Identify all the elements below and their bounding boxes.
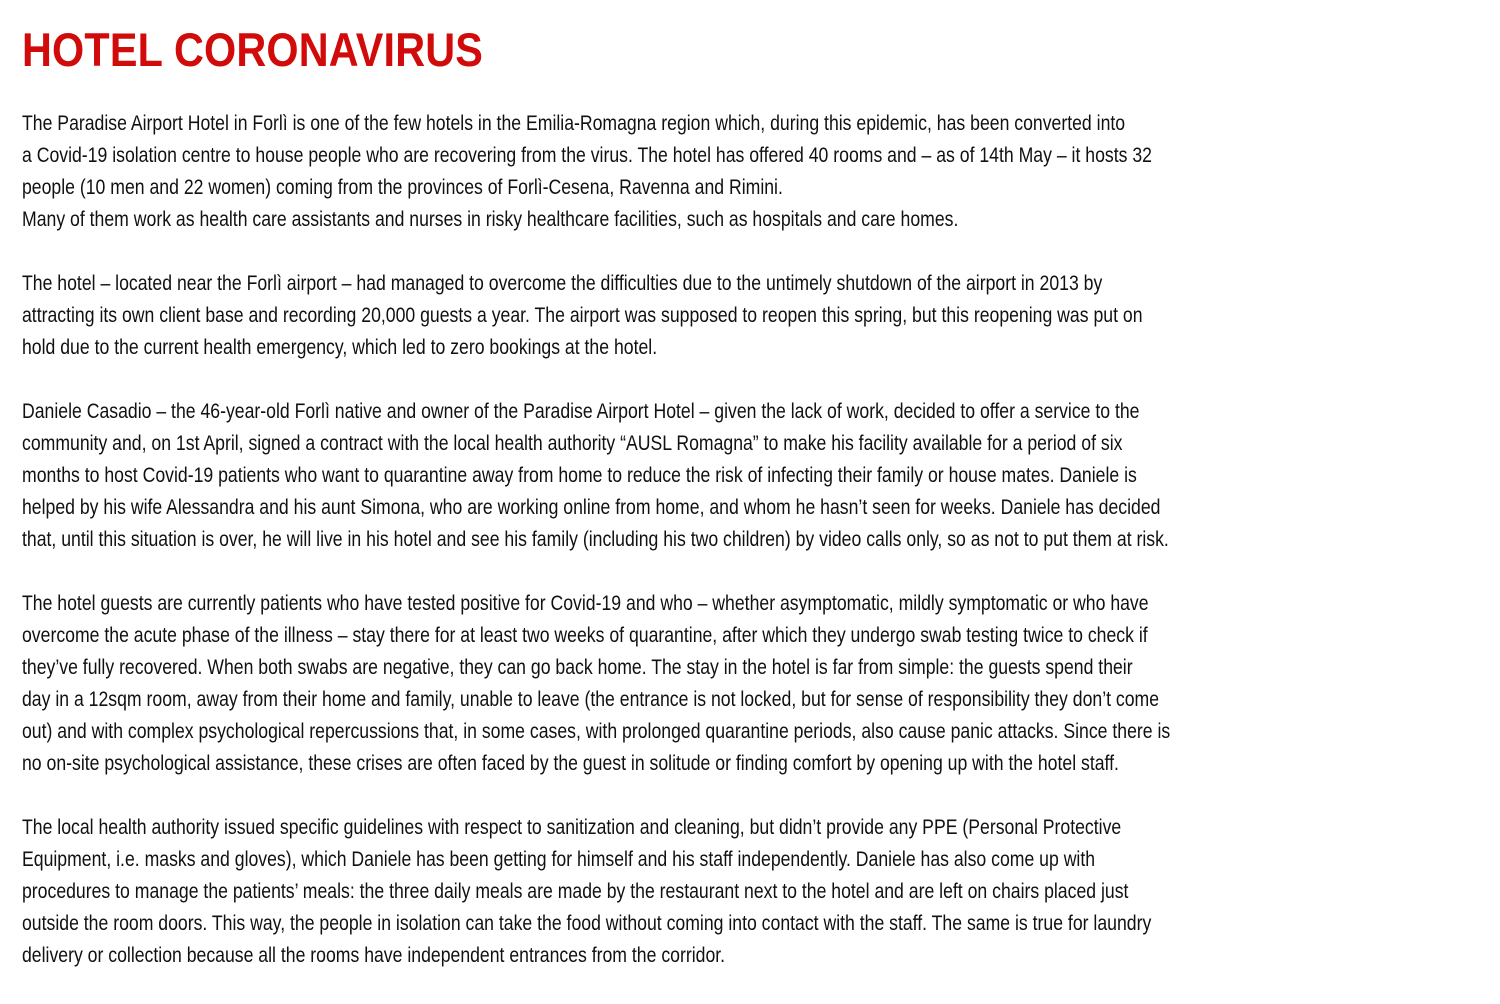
text-line: helped by his wife Alessandra and his aunt Simona, who are working online from home, and whom he hasn’t seen for weeks. Daniele has decided [22,496,1161,519]
article-body [22,108,1492,972]
text-line: day in a 12sqm room, away from their home and family, unable to leave (the entrance is not locked, but for sense of responsibility they don’t come [22,688,1160,711]
text-line: overcome the acute phase of the illness – stay there for at least two weeks of quarantine, after which they undergo swab testing twice to check if [22,624,1148,647]
text-line: The local health authority issued specific guidelines with respect to sanitization and cleaning, but didn’t provide any PPE (Personal Protective [22,816,1122,839]
text-line: a Covid-19 isolation centre to house people who are recovering from the virus. The hotel has offered 40 rooms and – as of 14th May – it hosts 32 [22,144,1152,167]
text-line: The hotel guests are currently patients who have tested positive for Covid-19 and who – whether asymptomatic, mildly symptomatic or who have [22,592,1149,615]
text-line: months to host Covid-19 patients who want to quarantine away from home to reduce the risk of infecting their family or house mates. Daniele is [22,464,1137,487]
text-line: people (10 men and 22 women) coming from the provinces of Forlì-Cesena, Ravenna and Rimini. [22,176,783,199]
text-line: no on-site psychological assistance, these crises are often faced by the guest in solitude or finding comfort by opening up with the hotel staff. [22,752,1119,775]
text-line: Many of them work as health care assistants and nurses in risky healthcare facilities, such as hospitals and care homes. [22,208,959,231]
text-line: Equipment, i.e. masks and gloves), which Daniele has been getting for himself and his staff independently. Daniele has also come up with [22,848,1096,871]
article [22,22,1492,1004]
paragraph [22,268,1492,364]
paragraph [22,108,1492,236]
paragraph [22,396,1492,556]
text-line: hold due to the current health emergency, which led to zero bookings at the hotel. [22,336,658,359]
text-line: The hotel – located near the Forlì airport – had managed to overcome the difficulties due to the untimely shutdown of the airport in 2013 by [22,272,1103,295]
page-title: HOTEL CORONAVIRUS [22,23,484,76]
text-line: delivery or collection because all the rooms have independent entrances from the corridor. [22,944,726,967]
text-line: out) and with complex psychological repercussions that, in some cases, with prolonged quarantine periods, also cause panic attacks. Since there is [22,720,1171,743]
text-line: outside the room doors. This way, the people in isolation can take the food without coming into contact with the staff. The same is true for laundry [22,912,1152,935]
text-line: Daniele Casadio – the 46-year-old Forlì native and owner of the Paradise Airport Hotel – given the lack of work, decided to offer a service to the [22,400,1140,423]
text-line: attracting its own client base and recording 20,000 guests a year. The airport was supposed to reopen this spring, but this reopening was put on [22,304,1143,327]
text-line: they’ve fully recovered. When both swabs are negative, they can go back home. The stay in the hotel is far from simple: the guests spend their [22,656,1133,679]
text-line: that, until this situation is over, he will live in his hotel and see his family (including his two children) by video calls only, so as not to put them at risk. [22,528,1169,551]
text-line: community and, on 1st April, signed a contract with the local health authority “AUSL Romagna” to make his facility available for a period of six [22,432,1123,455]
paragraph [22,588,1492,780]
text-line: The Paradise Airport Hotel in Forlì is one of the few hotels in the Emilia-Romagna region which, during this epidemic, has been converted into [22,112,1126,135]
text-line: procedures to manage the patients’ meals: the three daily meals are made by the restaurant next to the hotel and are left on chairs placed just [22,880,1129,903]
paragraph [22,812,1492,972]
